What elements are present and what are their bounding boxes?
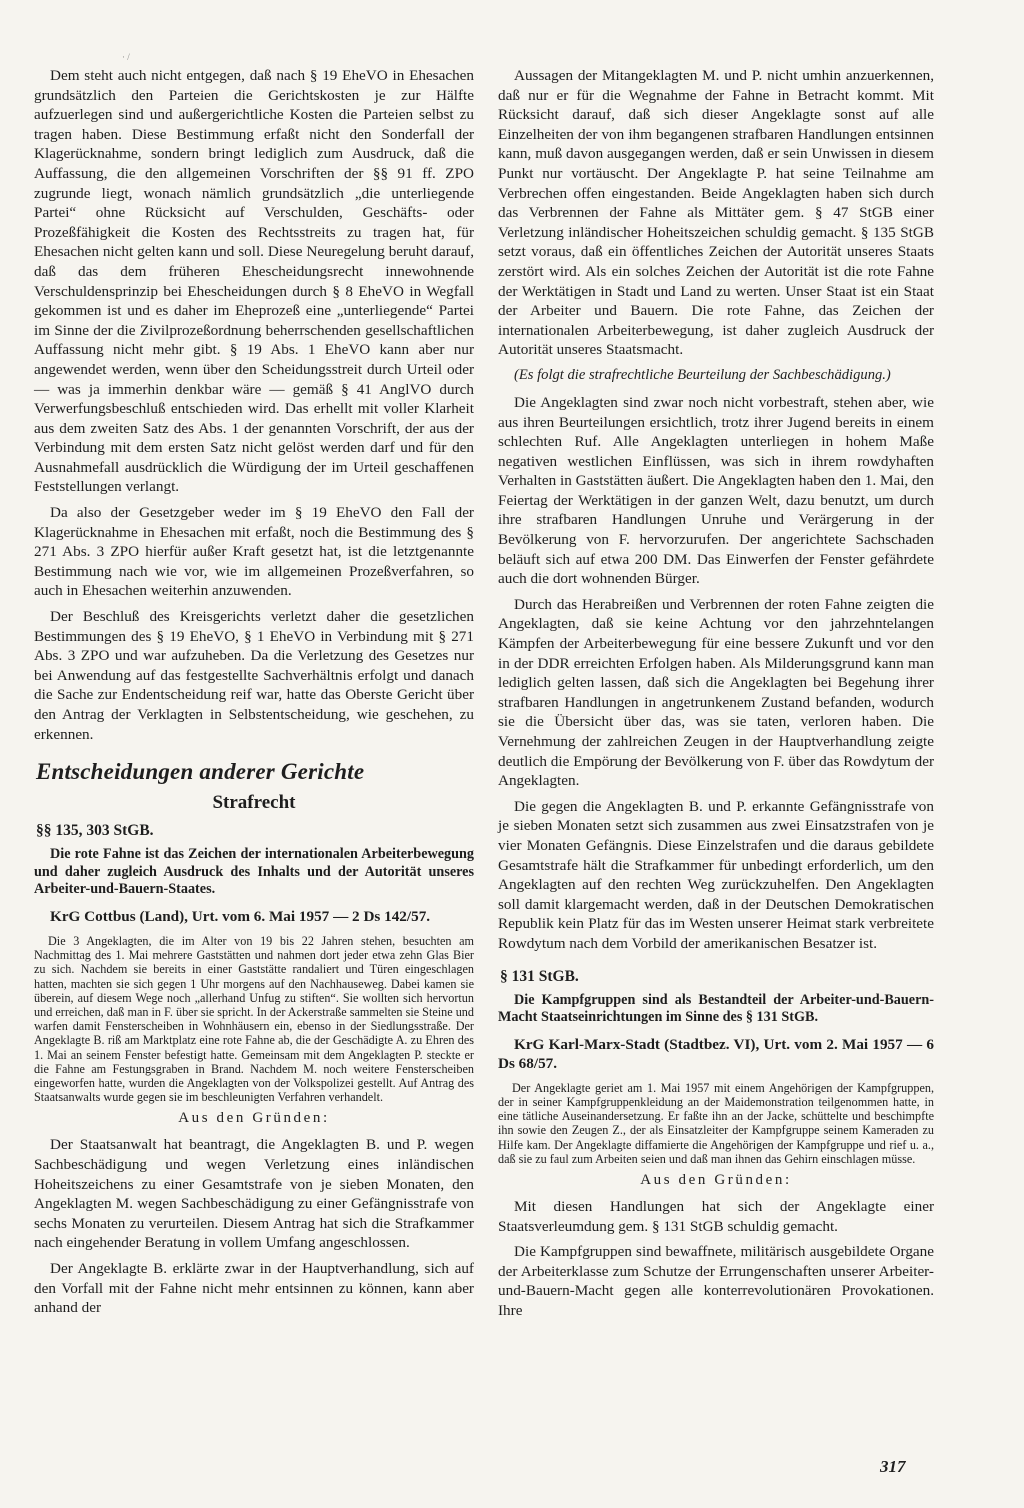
- paragraph: Die Kampfgruppen sind bewaffnete, militärisch ausgebildete Organe der Arbeiterklasse zum Schutze der Errungenschaften unserer Arbeiter-und-Bauern-Macht gegen alle konterrevolutionären Provokationen. Ihre: [498, 1243, 934, 1319]
- page-number: 317: [880, 1457, 906, 1476]
- paragraph: Der Staatsanwalt hat beantragt, die Angeklagten B. und P. wegen Sachbeschädigung und wegen Verletzung eines inländischen Hoheitszeichens zu einer Gesamtstrafe von je sieben Monaten, den Angeklagten M. wegen Sachbeschädigung zu einer Gefängnisstrafe von sechs Monaten zu verurteilen. Diesem Antrag hat sich die Strafkammer nach eingehender Beratung in vollem Umfang angeschlossen.: [34, 1136, 474, 1252]
- reasons-heading: Aus den Gründen:: [178, 1110, 330, 1127]
- paragraph: Dem steht auch nicht entgegen, daß nach § 19 EheVO in Ehesachen grundsätzlich den Parteien die Gerichtskosten je zur Hälfte aufzuerlegen sind und außergerichtliche Kosten die Parteien selbst zu tragen haben. Diese Bestimmung erfaßt nicht den Sonderfall der Klagerücknahme, sondern bringt lediglich zum Ausdruck, daß die Auffassung, die den allgemeinen Vorschriften der §§ 91 ff. ZPO zugrunde liegt, wonach nämlich grundsätzlich „die unterliegende Partei“ ohne Rücksicht auf Verschulden, Geschäfts- oder Prozeßfähigkeit die Kosten des Rechtsstreits zu tragen hat, für Ehesachen nicht gelten kann und soll. Diese Neuregelung beruht darauf, daß das dem früheren Ehescheidungsrecht innewohnende Verschuldensprinzip bei Ehescheidungen durch § 8 EheVO in Wegfall gekommen ist und es daher im Eheprozeß eine „unterliegende“ Partei im Sinne der die Zivilprozeßordnung beherrschenden gesellschaftlichen Auffassung nicht mehr gibt. § 19 Abs. 1 EheVO kann aber nur angewendet werden, wenn über den Scheidungsstreit durch Urteil oder — was ja immerhin denkbar wäre — gemäß § 41 AnglVO durch Verwerfungsbeschluß entschieden wird. Das erhellt mit voller Klarheit aus dem zweiten Satz des Abs. 1 der genannten Vorschrift, der aus der Verbindung mit dem ersten Satz nicht gelöst werden darf und für den Ausnahmefall ausdrücklich die Würdigung der im Urteil geschaffenen Feststellungen verlangt.: [34, 67, 474, 496]
- paragraph: Aussagen der Mitangeklagten M. und P. nicht umhin anzuerkennen, daß nur er für die Wegnahme der Fahne in Betracht kommt. Mit Rücksicht darauf, daß sich dieser Angeklagte sonst auf alle Einzelheiten der von ihm begangenen strafbaren Handlungen entsinnen kann, muß davon ausgegangen werden, daß er sein Unwissen in diesem Punkt nur vortäuscht. Der Angeklagte P. hat seine Teilnahme am Verbrechen offen eingestanden. Beide Angeklagten haben sich durch das Verbrennen der Fahne als Mittäter gem. § 47 StGB einer Verletzung inländischer Hoheitszeichen schuldig gemacht. § 135 StGB setzt voraus, daß ein öffentliches Zeichen der Autorität unseres Staats zerstört wird. Als ein solches Zeichen der Autorität ist die rote Fahne der Werktätigen in Stadt und Land zu werten. Unser Staat ist ein Staat der Arbeiter und Bauern. Die rote Fahne, das Zeichen der internationalen Arbeiterbewegung, ist daher zugleich Ausdruck der Autorität unseres Staatsmacht.: [498, 67, 934, 359]
- editorial-note: (Es folgt die strafrechtliche Beurteilung der Sachbeschädigung.): [514, 366, 891, 383]
- paragraph: Mit diesen Handlungen hat sich der Angeklagte einer Staatsverleumdung gem. § 131 StGB schuldig gemacht.: [498, 1197, 934, 1235]
- paragraph: Die gegen die Angeklagten B. und P. erkannte Gefängnisstrafe von je sieben Monaten setzt sich zusammen aus zwei Einsatzstrafen von je vier Monaten Gefängnis. Diese Einzelstrafen und die daraus gebildete Gesamtstrafe hält die Strafkammer für unbedingt erforderlich, um den Angeklagten auf den rechten Weg zurückzuhelfen. Den Angeklagten soll damit klargemacht werden, daß in der Deutschen Demokratischen Republik kein Platz für das im Westen unserer Heimat stark verbreitete Rowdytum nach dem Vorbild der amerikanischen Besatzer ist.: [498, 797, 934, 952]
- subsection-title: Strafrecht: [212, 792, 296, 814]
- paragraph: Da also der Gesetzgeber weder im § 19 EheVO den Fall der Klagerücknahme in Ehesachen mit erfaßt, noch die Bestimmung des § 271 Abs. 3 ZPO hierfür außer Kraft gesetzt hat, ist die letztgenannte Bestimmung nach wie vor, wie im allgemeinen Prozeßverfahren, so auch in Ehesachen weiterhin anzuwenden.: [34, 504, 474, 600]
- statute-reference: §§ 135, 303 StGB.: [36, 822, 154, 840]
- paragraph: Der Angeklagte B. erklärte zwar in der Hauptverhandlung, sich auf den Vorfall mit der Fahne nicht mehr entsinnen zu können, kann aber anhand der: [34, 1259, 474, 1317]
- court-citation: KrG Karl-Marx-Stadt (Stadtbez. VI), Urt. vom 2. Mai 1957 — 6 Ds 68/57.: [498, 1035, 934, 1072]
- court-citation: KrG Cottbus (Land), Urt. vom 6. Mai 1957 — 2 Ds 142/57.: [50, 907, 431, 925]
- right-column: [498, 66, 934, 1327]
- left-column: [34, 66, 474, 1324]
- paragraph: Die Angeklagten sind zwar noch nicht vorbestraft, stehen aber, wie aus ihren Beurteilungen ersichtlich, trotz ihrer Jugend bereits in einem schlechten Ruf. Alle Angeklagten unterliegen in hohem Maße negativen westlichen Einflüssen, was sich in ihrem rowdyhaften Verhalten in Gaststätten äußert. Die Angeklagten haben den 1. Mai, den Feiertag der Werktätigen in der ganzen Welt, dazu benutzt, um durch ihre strafbaren Handlungen Unruhe und Verärgerung in der Bevölkerung von F. hervorzurufen. Der angerichtete Sachschaden beläuft sich auf etwa 200 DM. Das Einwerfen der Fenster gefährdete auch die dort wohnenden Bürger.: [498, 393, 934, 588]
- statute-reference: § 131 StGB.: [500, 967, 579, 985]
- reasons-heading: Aus den Gründen:: [640, 1171, 792, 1188]
- headnote: Die Kampfgruppen sind als Bestandteil der Arbeiter-und-Bauern-Macht Staatseinrichtungen im Sinne des § 131 StGB.: [498, 991, 934, 1026]
- facts-summary: Der Angeklagte geriet am 1. Mai 1957 mit einem Angehörigen der Kampfgruppen, der in seiner Kampfgruppenkleidung an der Maidemonstration teilgenommen hatte, in eine tätliche Auseinandersetzung. Er faßte ihn an der Jacke, schüttelte und beschimpfte ihn sowie den Zeugen Z., der als Einsatzleiter der Kampfgruppe seinem Kameraden zu Hilfe kam. Der Angeklagte diffamierte die Angehörigen der Kampfgruppe und rief u. a., daß sie zu faul zum Arbeiten seien und daß man ihnen das Gehirn einschlagen müsse.: [498, 1080, 934, 1166]
- paragraph: Der Beschluß des Kreisgerichts verletzt daher die gesetzlichen Bestimmungen des § 19 EheVO, § 1 EheVO in Verbindung mit § 271 Abs. 3 ZPO und war aufzuheben. Da die Verletzung des Gesetzes nur bei Anwendung auf das festgestellte Sachverhältnis erfolgt und danach die Sache zur Endentscheidung reif war, hatte das Oberste Gericht über den Antrag der Verklagten in Selbstentscheidung, wie geschehen, zu erkennen.: [34, 608, 474, 743]
- facts-summary: Die 3 Angeklagten, die im Alter von 19 bis 22 Jahren stehen, besuchten am Nachmittag des 1. Mai mehrere Gaststätten und nahmen dort jeder etwa zehn Glas Bier zu sich. Nachdem sie bereits in einer Gaststätte randaliert und Türen eingeschlagen hatten, machten sie sich gegen 1 Uhr morgens auf den Nachhauseweg. Dabei kamen sie überein, auf diesem Wege noch „allerhand Unfug zu stiften“. Sie wollten sich hervortun und erreichen, daß man in F. über sie spricht. In der Ackerstraße sammelten sie Steine und warfen damit Fensterscheiben in Wohnhäusern ein, ebenso in der Siedlungsstraße. Der Angeklagte B. riß am Marktplatz eine rote Fahne ab, die der Geschädigte A. zu Ehren des 1. Mai an seinem Fenster befestigt hatte. Gemeinsam mit dem Angeklagten P. steckte er die Fahne am Festungsgraben in Brand. Nachdem M. noch weitere Fensterscheiben eingeworfen hatte, wurden die Angeklagten von der Volkspolizei gestellt. Auf Antrag des Staatsanwalts wurde gegen sie im beschleunigten Verfahren verhandelt.: [34, 933, 474, 1105]
- section-title: Entscheidungen anderer Gerichte: [36, 759, 365, 785]
- paragraph: Durch das Herabreißen und Verbrennen der roten Fahne zeigten die Angeklagten, daß sie keine Achtung vor den jahrzehntelangen Kämpfen der Arbeiterbewegung für eine bessere Zukunft und vor den in der DDR erreichten Erfolgen haben. Als Milderungsgrund kann man lediglich gelten lassen, daß sich die Angeklagten bei Begehung ihrer strafbaren Handlungen in angetrunkenem Zustand befanden, wodurch sie die Übersicht über das, was sie taten, verloren haben. Die Vernehmung der zahlreichen Zeugen in der Hauptverhandlung zeigte deutlich die Empörung der Bevölkerung von F. über das Rowdytum der Angeklagten.: [498, 595, 934, 790]
- headnote: Die rote Fahne ist das Zeichen der internationalen Arbeiterbewegung und daher zugleich Ausdruck des Inhalts und der Autorität unseres Arbeiter-und-Bauern-Staates.: [34, 846, 474, 898]
- scan-speck: · /: [122, 52, 130, 62]
